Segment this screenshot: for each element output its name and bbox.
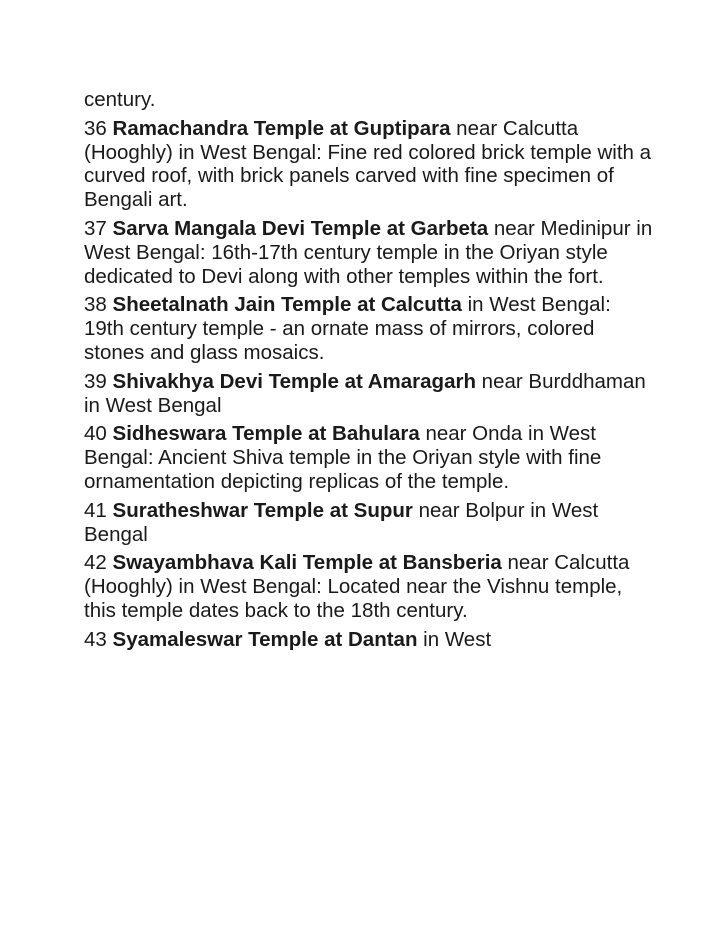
entry-description: near Bolpur in West Bengal xyxy=(84,498,599,546)
temple-name: Sarva Mangala Devi Temple at Garbeta xyxy=(112,216,489,240)
temple-entry-42 xyxy=(84,551,654,622)
entry-number: 38 xyxy=(84,293,107,317)
entry-number: 39 xyxy=(84,369,107,393)
temple-entry-38 xyxy=(84,293,654,364)
temple-entry-36 xyxy=(84,117,654,212)
entry-description: near Calcutta (Hooghly) in West Bengal: Fine red colored brick temple with a curved roof, with brick panels carved with fine specimen of Bengali art. xyxy=(84,116,652,212)
entry-number: 41 xyxy=(84,498,107,522)
entry-number: 36 xyxy=(84,116,107,140)
entry-description: in West Bengal: 19th century temple - an ornate mass of mirrors, colored stones and glass mosaics. xyxy=(84,293,611,364)
temple-entry-41 xyxy=(84,499,654,547)
entry-description: near Medinipur in West Bengal: 16th-17th century temple in the Oriyan style dedicated to Devi along with other temples within the fort. xyxy=(84,216,653,288)
continuation-text: century. xyxy=(84,88,156,111)
entry-description: near Burddhaman in West Bengal xyxy=(84,369,646,417)
temple-entry-39 xyxy=(84,370,654,418)
temple-name: Swayambhava Kali Temple at Bansberia xyxy=(112,551,502,575)
temple-entry-37 xyxy=(84,217,654,288)
entry-description: near Onda in West Bengal: Ancient Shiva temple in the Oriyan style with fine ornamentation depicting replicas of the temple. xyxy=(84,422,602,493)
temple-name: Shivakhya Devi Temple at Amaragarh xyxy=(112,369,476,393)
temple-entry-43 xyxy=(84,628,654,652)
entry-number: 42 xyxy=(84,551,107,575)
temple-name: Sidheswara Temple at Bahulara xyxy=(112,422,420,446)
entry-description: in West xyxy=(417,627,492,651)
temple-name: Ramachandra Temple at Guptipara xyxy=(112,116,451,140)
entry-number: 43 xyxy=(84,627,107,651)
temple-name: Sheetalnath Jain Temple at Calcutta xyxy=(112,293,462,317)
temple-name: Suratheshwar Temple at Supur xyxy=(112,498,413,522)
entry-number: 40 xyxy=(84,422,107,446)
entry-number: 37 xyxy=(84,216,107,240)
temple-entry-40 xyxy=(84,422,654,493)
entry-description: near Calcutta (Hooghly) in West Bengal: Located near the Vishnu temple, this temple dates back to the 18th century. xyxy=(84,551,630,622)
document-page xyxy=(84,88,654,657)
temple-name: Syamaleswar Temple at Dantan xyxy=(112,627,418,651)
